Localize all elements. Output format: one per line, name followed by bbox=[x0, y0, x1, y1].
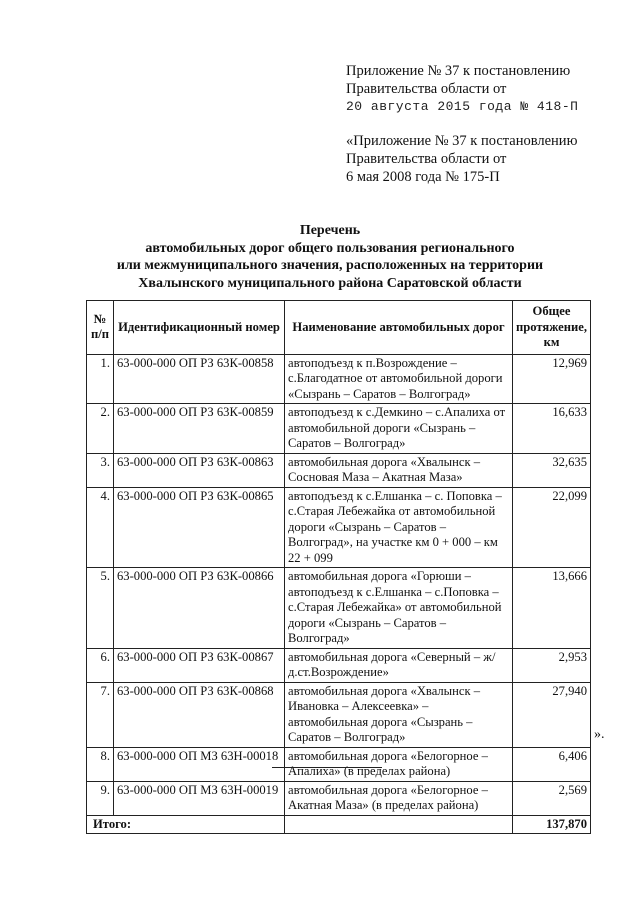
title-line-3: или межмуниципального значения, расположенных на территории bbox=[116, 258, 544, 273]
row-code: 63-000-000 ОП РЗ 63К-00863 bbox=[114, 453, 285, 487]
title-line-4: Хвалынского муниципального района Саратовской области bbox=[138, 275, 522, 291]
row-code: 63-000-000 ОП РЗ 63К-00867 bbox=[114, 648, 285, 682]
row-length: 2,569 bbox=[513, 781, 591, 815]
table-row bbox=[87, 354, 591, 404]
table-total-row bbox=[87, 815, 591, 834]
table-row bbox=[87, 404, 591, 454]
row-length: 22,099 bbox=[513, 487, 591, 568]
header-length: Общее протяжение, км bbox=[513, 301, 591, 355]
row-code: 63-000-000 ОП МЗ 63Н-00019 bbox=[114, 781, 285, 815]
table-row bbox=[87, 453, 591, 487]
appendix-old-line-2: Правительства области от bbox=[346, 151, 507, 167]
row-name: автомобильная дорога «Хвалынск – Сосновая Маза – Акатная Маза» bbox=[285, 453, 513, 487]
appendix-old-line-3: 6 мая 2008 года № 175-П bbox=[346, 169, 500, 185]
row-num: 8. bbox=[87, 747, 114, 781]
table-header-row bbox=[87, 301, 591, 355]
row-num: 6. bbox=[87, 648, 114, 682]
appendix-old-line-1: «Приложение № 37 к постановлению bbox=[346, 133, 578, 149]
total-empty-cell bbox=[285, 815, 513, 834]
row-name: автомобильная дорога «Горюши – автоподъезд к с.Елшанка – с.Поповка – с.Старая Лебежайка» от автомобильной дороги «Сызрань – Саратов – Волгоград» bbox=[285, 568, 513, 649]
table-row bbox=[87, 781, 591, 815]
row-length: 13,666 bbox=[513, 568, 591, 649]
appendix-header-old bbox=[346, 132, 577, 186]
table-row bbox=[87, 487, 591, 568]
table-row bbox=[87, 682, 591, 747]
closing-quote: ». bbox=[594, 727, 605, 742]
row-code: 63-000-000 ОП РЗ 63К-00865 bbox=[114, 487, 285, 568]
row-num: 1. bbox=[87, 354, 114, 404]
row-length: 2,953 bbox=[513, 648, 591, 682]
total-label: Итого: bbox=[87, 815, 285, 834]
row-num: 5. bbox=[87, 568, 114, 649]
row-code: 63-000-000 ОП МЗ 63Н-00018 bbox=[114, 747, 285, 781]
row-num: 4. bbox=[87, 487, 114, 568]
header-code: Идентификационный номер bbox=[114, 301, 285, 355]
appendix-new-line-2: Правительства области от bbox=[346, 81, 507, 97]
row-length: 6,406 bbox=[513, 747, 591, 781]
row-name: автомобильная дорога «Белогорное – Апалиха» (в пределах района) bbox=[285, 747, 513, 781]
row-num: 7. bbox=[87, 682, 114, 747]
row-length: 32,635 bbox=[513, 453, 591, 487]
title-line-2: автомобильных дорог общего пользования регионального bbox=[145, 240, 515, 256]
appendix-new-line-1: Приложение № 37 к постановлению bbox=[346, 63, 571, 79]
table-row bbox=[87, 648, 591, 682]
row-name: автоподъезд к с.Демкино – с.Апалиха от автомобильной дороги «Сызрань – Саратов – Волгоград» bbox=[285, 404, 513, 454]
row-code: 63-000-000 ОП РЗ 63К-00858 bbox=[114, 354, 285, 404]
row-name: автомобильная дорога «Северный – ж/д.ст.Возрождение» bbox=[285, 648, 513, 682]
signature-divider-line bbox=[272, 767, 382, 768]
table-row bbox=[87, 747, 591, 781]
header-num: № п/п bbox=[87, 301, 114, 355]
row-num: 9. bbox=[87, 781, 114, 815]
row-num: 3. bbox=[87, 453, 114, 487]
header-name: Наименование автомобильных дорог bbox=[285, 301, 513, 355]
row-name: автомобильная дорога «Белогорное – Акатная Маза» (в пределах района) bbox=[285, 781, 513, 815]
total-value: 137,870 bbox=[513, 815, 591, 834]
row-code: 63-000-000 ОП РЗ 63К-00868 bbox=[114, 682, 285, 747]
row-length: 16,633 bbox=[513, 404, 591, 454]
row-code: 63-000-000 ОП РЗ 63К-00859 bbox=[114, 404, 285, 454]
row-name: автомобильная дорога «Хвалынск – Ивановка – Алексеевка» – автомобильная дорога «Сызрань – Саратов – Волгоград» bbox=[285, 682, 513, 747]
appendix-header-new bbox=[346, 62, 578, 116]
row-name: автоподъезд к с.Елшанка – с. Поповка – с.Старая Лебежайка от автомобильной дороги «Сызрань – Саратов – Волгоград», на участке км 0 + 000 – км 22 + 099 bbox=[285, 487, 513, 568]
roads-table bbox=[86, 300, 591, 834]
row-code: 63-000-000 ОП РЗ 63К-00866 bbox=[114, 568, 285, 649]
document-title bbox=[80, 222, 580, 292]
row-length: 12,969 bbox=[513, 354, 591, 404]
row-name: автоподъезд к п.Возрождение – с.Благодатное от автомобильной дороги «Сызрань – Саратов – Волгоград» bbox=[285, 354, 513, 404]
table-row bbox=[87, 568, 591, 649]
row-length: 27,940 bbox=[513, 682, 591, 747]
appendix-new-date-stamp: 20 августа 2015 года № 418-П bbox=[346, 99, 579, 114]
row-num: 2. bbox=[87, 404, 114, 454]
title-line-1: Перечень bbox=[299, 223, 361, 238]
